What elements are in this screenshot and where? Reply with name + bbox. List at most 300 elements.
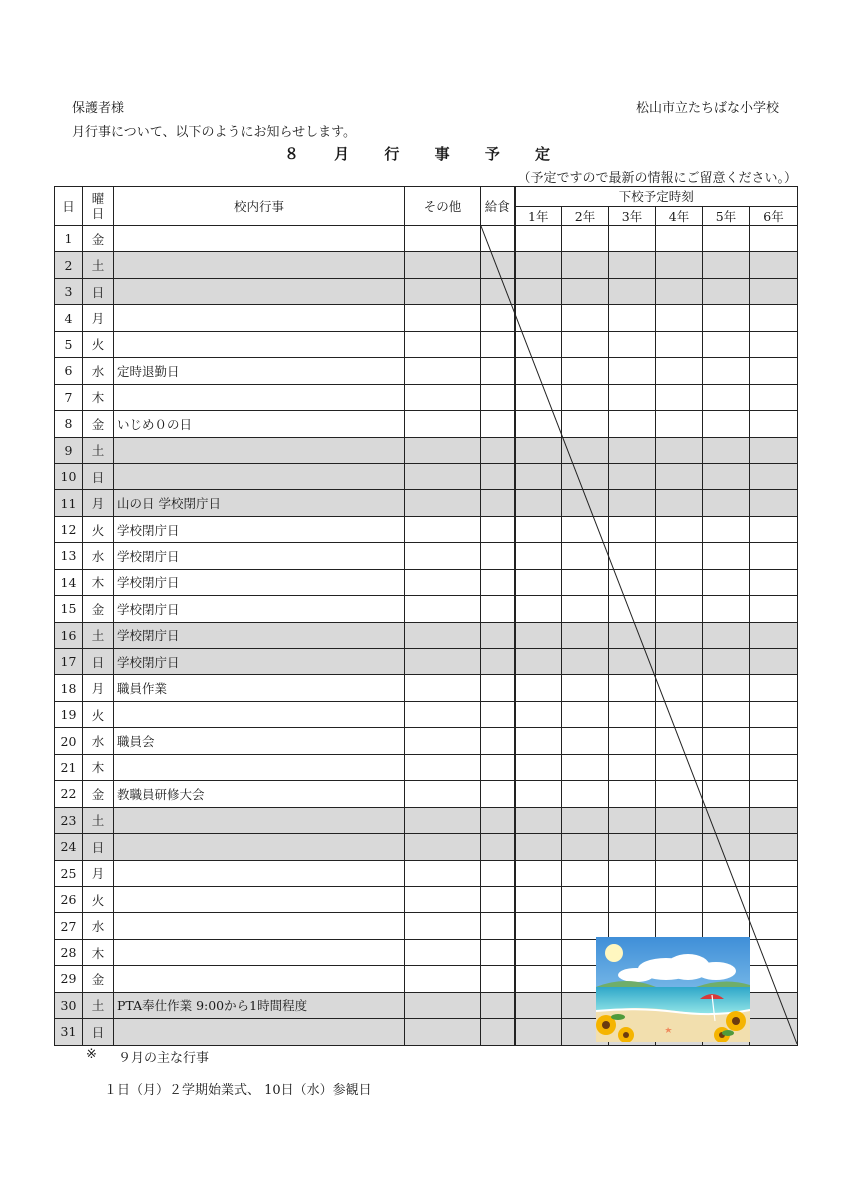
dismissal-cell [562,701,609,727]
weekday: 金 [83,411,114,437]
weekday: 日 [83,649,114,675]
lunch-cell [481,860,515,886]
weekday: 金 [83,781,114,807]
weekday: 木 [83,569,114,595]
dismissal-cell [515,463,562,489]
table-row [55,781,798,807]
table-row [55,913,798,939]
dismissal-cell [515,649,562,675]
lunch-cell [481,226,515,252]
lunch-cell [481,437,515,463]
dismissal-cell [750,331,798,357]
dismissal-cell [562,834,609,860]
dismissal-cell [656,463,703,489]
other-cell [405,463,481,489]
event-cell [114,1019,405,1045]
dismissal-cell [515,596,562,622]
event-cell [114,807,405,833]
event-cell [114,278,405,304]
weekday: 月 [83,305,114,331]
event-cell: 学校閉庁日 [114,622,405,648]
weekday: 火 [83,701,114,727]
dismissal-cell [609,675,656,701]
lunch-cell [481,939,515,965]
dismissal-cell [562,490,609,516]
dismissal-cell [703,622,750,648]
weekday: 土 [83,807,114,833]
dismissal-cell [515,278,562,304]
event-cell [114,701,405,727]
dismissal-cell [750,913,798,939]
dismissal-cell [703,490,750,516]
dismissal-cell [750,278,798,304]
dismissal-cell [703,463,750,489]
table-row [55,490,798,516]
weekday: 月 [83,490,114,516]
day-number: 16 [55,622,83,648]
dismissal-cell [515,701,562,727]
weekday: 日 [83,463,114,489]
schedule-table [54,186,798,1046]
other-cell [405,252,481,278]
dismissal-cell [609,305,656,331]
dismissal-cell [562,278,609,304]
dismissal-cell [750,754,798,780]
weekday: 木 [83,384,114,410]
weekday: 土 [83,622,114,648]
dismissal-cell [703,516,750,542]
dismissal-cell [750,384,798,410]
table-row [55,649,798,675]
day-number: 31 [55,1019,83,1045]
day-number: 5 [55,331,83,357]
dismissal-cell [609,781,656,807]
header-event: 校内行事 [114,187,405,226]
dismissal-cell [703,252,750,278]
weekday: 日 [83,278,114,304]
other-cell [405,701,481,727]
day-number: 29 [55,966,83,992]
dismissal-cell [656,358,703,384]
other-cell [405,358,481,384]
event-cell: 学校閉庁日 [114,543,405,569]
day-number: 11 [55,490,83,516]
dismissal-cell [656,278,703,304]
dismissal-cell [562,411,609,437]
header-grade: 2年 [562,207,609,226]
header-grade: 1年 [515,207,562,226]
dismissal-cell [703,728,750,754]
dismissal-cell [515,516,562,542]
dismissal-cell [703,358,750,384]
day-number: 22 [55,781,83,807]
dismissal-cell [750,305,798,331]
dismissal-cell [750,675,798,701]
dismissal-cell [703,331,750,357]
lunch-cell [481,384,515,410]
dismissal-cell [656,622,703,648]
dismissal-cell [656,728,703,754]
dismissal-cell [656,886,703,912]
beach-illustration [596,937,750,1042]
dismissal-cell [515,331,562,357]
other-cell [405,649,481,675]
dismissal-cell [609,358,656,384]
dismissal-cell [515,569,562,595]
dismissal-cell [656,516,703,542]
weekday: 月 [83,675,114,701]
dismissal-cell [515,675,562,701]
dismissal-cell [703,807,750,833]
day-number: 26 [55,886,83,912]
lunch-cell [481,358,515,384]
header-other: その他 [405,187,481,226]
other-cell [405,305,481,331]
dismissal-cell [515,252,562,278]
event-cell [114,939,405,965]
dismissal-cell [515,411,562,437]
day-number: 9 [55,437,83,463]
dismissal-cell [515,754,562,780]
dismissal-cell [515,886,562,912]
day-number: 17 [55,649,83,675]
dismissal-cell [750,701,798,727]
day-number: 4 [55,305,83,331]
table-row [55,305,798,331]
dismissal-cell [750,860,798,886]
dismissal-cell [750,834,798,860]
other-cell [405,278,481,304]
day-number: 3 [55,278,83,304]
lunch-cell [481,701,515,727]
dismissal-cell [609,622,656,648]
dismissal-cell [609,252,656,278]
lunch-cell [481,1019,515,1045]
dismissal-cell [562,463,609,489]
day-number: 1 [55,226,83,252]
table-row [55,543,798,569]
event-cell: 学校閉庁日 [114,516,405,542]
day-number: 7 [55,384,83,410]
weekday: 水 [83,358,114,384]
day-number: 15 [55,596,83,622]
header-grade: 5年 [703,207,750,226]
table-row [55,437,798,463]
dismissal-cell [750,516,798,542]
dismissal-cell [750,807,798,833]
day-number: 20 [55,728,83,754]
day-number: 23 [55,807,83,833]
dismissal-cell [703,543,750,569]
event-cell [114,754,405,780]
dismissal-cell [703,754,750,780]
day-number: 13 [55,543,83,569]
other-cell [405,331,481,357]
lunch-cell [481,411,515,437]
dismissal-cell [562,781,609,807]
day-number: 21 [55,754,83,780]
dismissal-cell [515,305,562,331]
dismissal-cell [609,596,656,622]
dismissal-cell [656,596,703,622]
dismissal-cell [750,728,798,754]
dismissal-cell [703,649,750,675]
event-cell [114,860,405,886]
dismissal-cell [656,807,703,833]
weekday: 水 [83,913,114,939]
table-row [55,358,798,384]
dismissal-cell [562,305,609,331]
table-row [55,728,798,754]
dismissal-cell [656,649,703,675]
weekday: 土 [83,252,114,278]
dismissal-cell [703,569,750,595]
table-row [55,384,798,410]
dismissal-cell [656,305,703,331]
header-lunch: 給食 [481,187,515,226]
dismissal-cell [656,834,703,860]
dismissal-cell [609,516,656,542]
note-title: ９月の主な行事 [118,1051,210,1066]
dismissal-cell [515,622,562,648]
event-cell [114,966,405,992]
dismissal-cell [703,913,750,939]
dismissal-cell [703,834,750,860]
weekday: 火 [83,516,114,542]
weekday: 金 [83,596,114,622]
table-row [55,278,798,304]
dismissal-cell [750,252,798,278]
dismissal-cell [750,411,798,437]
weekday: 水 [83,543,114,569]
table-row [55,834,798,860]
dismissal-cell [609,278,656,304]
table-row [55,226,798,252]
dismissal-cell [562,675,609,701]
dismissal-cell [609,384,656,410]
event-cell: 職員会 [114,728,405,754]
dismissal-cell [750,596,798,622]
event-cell: 学校閉庁日 [114,569,405,595]
event-cell: 定時退勤日 [114,358,405,384]
dismissal-cell [750,358,798,384]
dismissal-cell [703,411,750,437]
weekday: 木 [83,939,114,965]
weekday: 金 [83,966,114,992]
header-day: 日 [55,187,83,226]
other-cell [405,226,481,252]
table-row [55,516,798,542]
other-cell [405,543,481,569]
dismissal-cell [562,569,609,595]
event-cell [114,886,405,912]
lunch-cell [481,490,515,516]
dismissal-cell [515,728,562,754]
dismissal-cell [515,490,562,516]
dismissal-cell [703,278,750,304]
lunch-cell [481,675,515,701]
dismissal-cell [562,622,609,648]
day-number: 8 [55,411,83,437]
dismissal-cell [609,701,656,727]
weekday: 金 [83,226,114,252]
event-cell [114,437,405,463]
dismissal-cell [562,358,609,384]
lunch-cell [481,781,515,807]
dismissal-cell [750,992,798,1018]
day-number: 6 [55,358,83,384]
dismissal-cell [562,754,609,780]
dismissal-cell [656,331,703,357]
dismissal-cell [750,543,798,569]
table-row [55,596,798,622]
note-detail: １日（月）２学期始業式、 10日（水）参観日 [104,1083,372,1098]
other-cell [405,384,481,410]
dismissal-cell [656,226,703,252]
dismissal-cell [609,437,656,463]
lunch-cell [481,886,515,912]
other-cell [405,569,481,595]
event-cell [114,913,405,939]
table-row [55,411,798,437]
lunch-cell [481,992,515,1018]
event-cell [114,463,405,489]
dismissal-cell [562,596,609,622]
lunch-cell [481,622,515,648]
dismissal-cell [515,939,562,965]
dismissal-cell [609,807,656,833]
dismissal-cell [750,966,798,992]
event-cell [114,226,405,252]
other-cell [405,1019,481,1045]
dismissal-cell [656,860,703,886]
dismissal-cell [562,807,609,833]
other-cell [405,675,481,701]
lunch-cell [481,569,515,595]
dismissal-cell [562,860,609,886]
dismissal-cell [515,1019,562,1045]
lunch-cell [481,463,515,489]
table-row [55,463,798,489]
dismissal-cell [703,305,750,331]
dismissal-cell [515,781,562,807]
dismissal-cell [562,728,609,754]
day-number: 12 [55,516,83,542]
dismissal-cell [515,358,562,384]
event-cell [114,834,405,860]
dismissal-cell [750,463,798,489]
event-cell [114,252,405,278]
lunch-cell [481,728,515,754]
dismissal-cell [656,701,703,727]
dismissal-cell [703,675,750,701]
header-weekday: 曜日 [83,187,114,226]
dismissal-cell [562,437,609,463]
dismissal-cell [562,516,609,542]
dismissal-cell [515,860,562,886]
event-cell: 山の日 学校閉庁日 [114,490,405,516]
weekday: 土 [83,992,114,1018]
dismissal-cell [656,490,703,516]
other-cell [405,516,481,542]
day-number: 10 [55,463,83,489]
table-row [55,886,798,912]
dismissal-cell [656,754,703,780]
dismissal-cell [656,543,703,569]
table-row [55,754,798,780]
other-cell [405,596,481,622]
weekday: 月 [83,860,114,886]
dismissal-cell [656,384,703,410]
other-cell [405,754,481,780]
dismissal-cell [609,860,656,886]
dismissal-cell [609,754,656,780]
other-cell [405,490,481,516]
dismissal-cell [703,860,750,886]
weekday: 木 [83,754,114,780]
event-cell: 学校閉庁日 [114,649,405,675]
day-number: 14 [55,569,83,595]
lunch-cell [481,913,515,939]
dismissal-cell [562,331,609,357]
dismissal-cell [750,781,798,807]
header-dismissal: 下校予定時刻 [515,187,798,207]
dismissal-cell [656,913,703,939]
dismissal-cell [609,331,656,357]
dismissal-cell [609,490,656,516]
dismissal-cell [609,411,656,437]
table-row [55,675,798,701]
table-row [55,331,798,357]
lunch-cell [481,649,515,675]
other-cell [405,437,481,463]
dismissal-cell [703,701,750,727]
weekday: 火 [83,331,114,357]
other-cell [405,966,481,992]
dismissal-cell [515,384,562,410]
other-cell [405,728,481,754]
dismissal-cell [703,781,750,807]
other-cell [405,622,481,648]
dismissal-cell [703,384,750,410]
dismissal-cell [609,543,656,569]
dismissal-cell [609,886,656,912]
dismissal-cell [609,226,656,252]
dismissal-cell [750,490,798,516]
day-number: 25 [55,860,83,886]
dismissal-cell [750,1019,798,1045]
lunch-cell [481,543,515,569]
dismissal-cell [656,781,703,807]
dismissal-cell [515,807,562,833]
lunch-cell [481,305,515,331]
event-cell: 職員作業 [114,675,405,701]
event-cell: PTA奉仕作業 9:00から1時間程度 [114,992,405,1018]
other-cell [405,807,481,833]
dismissal-cell [703,596,750,622]
other-cell [405,913,481,939]
dismissal-cell [750,437,798,463]
dismissal-cell [750,622,798,648]
other-cell [405,834,481,860]
day-number: 27 [55,913,83,939]
school-name: 松山市立たちばな小学校 [635,101,779,116]
dismissal-cell [609,649,656,675]
event-cell: 学校閉庁日 [114,596,405,622]
dismissal-cell [750,649,798,675]
header-grade: 6年 [750,207,798,226]
dismissal-cell [562,384,609,410]
